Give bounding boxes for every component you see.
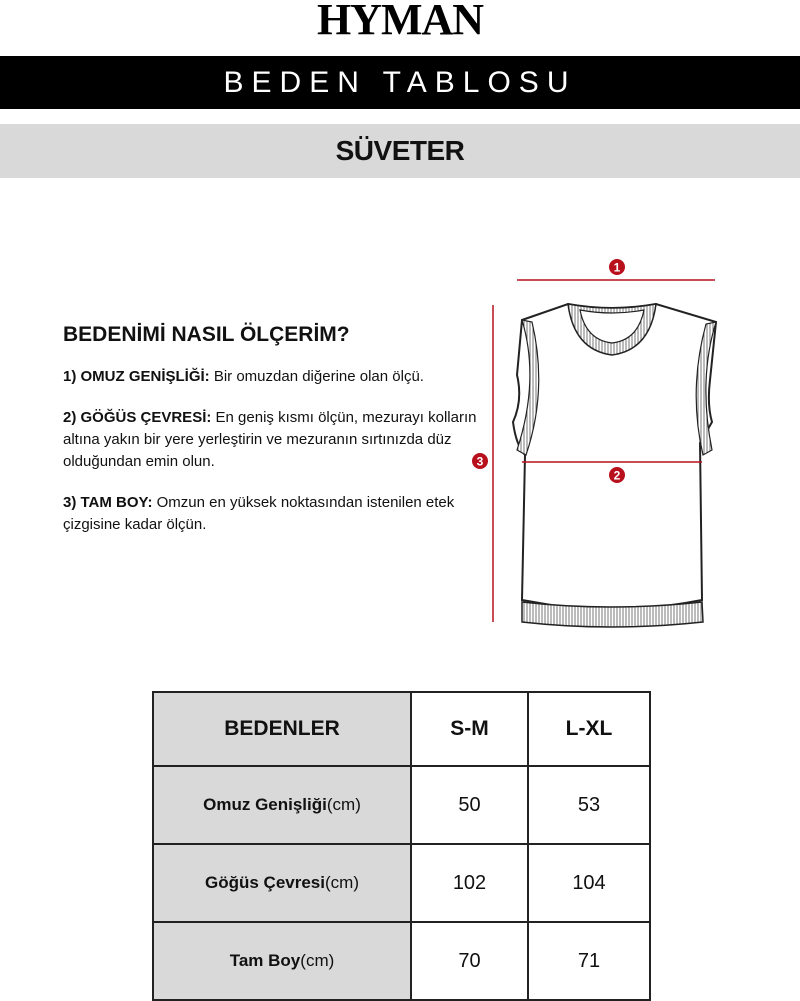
- row-label-text: Göğüs Çevresi: [205, 873, 325, 892]
- marker-chest: [609, 467, 625, 483]
- instruction-length: [63, 492, 483, 536]
- page-title: BEDEN TABLOSU: [0, 56, 800, 109]
- row-label: [153, 844, 411, 922]
- table-cell: 50: [411, 766, 528, 844]
- table-cell: 70: [411, 922, 528, 1000]
- instruction-text: En geniş kısmı ölçün, mezurayı kolların altına yakın bir yere yerleştirin ve mezuranın sırtınızda düz olduğundan emin olun.: [63, 409, 477, 470]
- vest-measurement-diagram: [460, 250, 760, 640]
- marker-shoulder: [609, 259, 625, 275]
- column-header: S-M: [411, 692, 528, 766]
- row-label: [153, 922, 411, 1000]
- table-row: [153, 844, 650, 922]
- table-header-row: [153, 692, 650, 766]
- instruction-text: Omzun en yüksek noktasından istenilen etek çizgisine kadar ölçün.: [63, 494, 455, 533]
- column-header: L-XL: [528, 692, 650, 766]
- size-table: [152, 691, 651, 1001]
- instruction-text: Bir omuzdan diğerine olan ölçü.: [209, 368, 424, 385]
- instruction-label: 3) TAM BOY:: [63, 494, 153, 511]
- brand-logo: HYMAN: [316, 0, 484, 44]
- row-unit: (cm): [325, 873, 359, 892]
- instruction-label: 1) OMUZ GENİŞLİĞİ:: [63, 368, 210, 385]
- instruction-chest: [63, 407, 483, 473]
- row-label-text: Tam Boy: [229, 951, 301, 970]
- instruction-shoulder: [63, 366, 483, 388]
- table-cell: 102: [411, 844, 528, 922]
- marker-length: [472, 453, 488, 469]
- row-label-text: Omuz Genişliği: [203, 795, 327, 814]
- table-cell: 104: [528, 844, 650, 922]
- table-cell: 53: [528, 766, 650, 844]
- column-header: BEDENLER: [153, 692, 411, 766]
- row-unit: (cm): [326, 795, 361, 814]
- row-unit: (cm): [300, 951, 335, 970]
- instructions-heading: BEDENİMİ NASIL ÖLÇERİM?: [63, 323, 350, 346]
- marker-label: 1: [613, 260, 621, 275]
- table-row: [153, 922, 650, 1000]
- category-title: SÜVETER: [0, 124, 800, 178]
- marker-label: 2: [613, 468, 621, 483]
- measurement-instructions: [63, 318, 483, 555]
- table-cell: 71: [528, 922, 650, 1000]
- row-label: [153, 766, 411, 844]
- table-row: [153, 766, 650, 844]
- instruction-label: 2) GÖĞÜS ÇEVRESİ:: [63, 409, 212, 426]
- marker-label: 3: [476, 454, 484, 469]
